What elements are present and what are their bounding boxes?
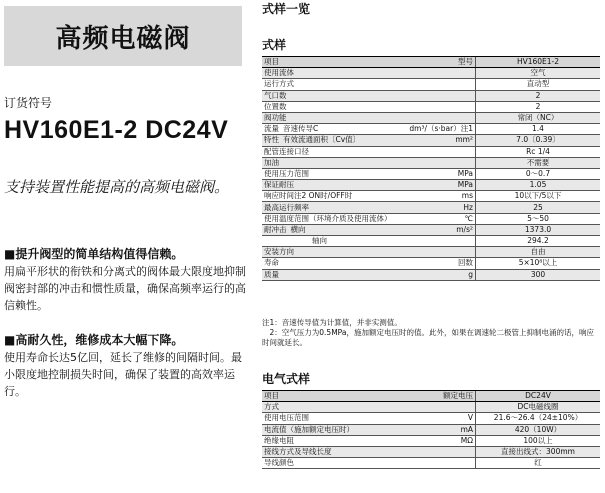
spec-value: 294.2 — [476, 236, 601, 247]
spec-header-row — [262, 57, 600, 68]
spec-row — [262, 224, 600, 235]
left-column — [0, 0, 250, 493]
spec-unit: dm³/（s·bar）注1 — [403, 124, 476, 135]
spec-row-label — [262, 236, 403, 247]
spec-value: 10以下/5以下 — [476, 191, 601, 202]
elec-label: 导线颜色 — [262, 458, 418, 469]
spec-unit: Hz — [403, 202, 476, 213]
spec-label: 耐冲击 — [264, 224, 287, 234]
spec-row — [262, 213, 600, 224]
note-1: 注1：音速传导值为计算值，并非实测值。 — [262, 318, 402, 327]
spec-row — [262, 146, 600, 157]
spec-row-label — [262, 247, 403, 258]
spec-unit — [403, 146, 476, 157]
spec-value: 1.4 — [476, 124, 601, 135]
spec-label: 寿命 — [264, 258, 279, 268]
elec-header-row — [262, 391, 600, 402]
feature-2 — [4, 332, 248, 400]
spec-row — [262, 135, 600, 146]
spec-label: 配管连接口径 — [264, 146, 309, 156]
spec-value: 1373.0 — [476, 224, 601, 235]
elec-row — [262, 402, 600, 413]
elec-value: DC电磁线圈 — [476, 402, 601, 413]
spec-unit: ms — [403, 191, 476, 202]
spec-row-label — [262, 202, 403, 213]
spec-section-title: 式样 — [262, 38, 287, 52]
spec-value: 常闭（NC） — [476, 112, 601, 123]
spec-sublabel: 音速传导C — [283, 124, 319, 134]
feature-1 — [4, 246, 248, 314]
elec-head-item: 项目 — [262, 391, 418, 402]
elec-head-value: DC24V — [476, 391, 601, 402]
elec-row — [262, 424, 600, 435]
spec-row — [262, 258, 600, 269]
elec-label: 使用电压范围 — [262, 413, 418, 424]
elec-unit: MΩ — [418, 435, 475, 446]
spec-unit — [403, 101, 476, 112]
spec-label: 质量 — [264, 269, 279, 279]
spec-row-label — [262, 269, 403, 280]
spec-row-label — [262, 157, 403, 168]
spec-row — [262, 112, 600, 123]
spec-row-label — [262, 224, 403, 235]
elec-unit: V — [418, 413, 475, 424]
feature-2-heading: ■高耐久性，维修成本大幅下降。 — [4, 333, 184, 347]
spec-sublabel: 轴向 — [312, 236, 327, 246]
spec-label: 气口数 — [264, 90, 287, 100]
spec-unit: MPa — [403, 168, 476, 179]
spec-row — [262, 202, 600, 213]
elec-row — [262, 413, 600, 424]
spec-unit: ℃ — [403, 213, 476, 224]
spec-unit: mm² — [403, 135, 476, 146]
elec-label: 绝缘电阻 — [262, 435, 418, 446]
elec-head-rated: 额定电压 — [418, 391, 475, 402]
spec-value: 300 — [476, 269, 601, 280]
elec-row — [262, 458, 600, 469]
elec-value: 红 — [476, 458, 601, 469]
spec-value: 自由 — [476, 247, 601, 258]
spec-value: 25 — [476, 202, 601, 213]
feature-2-body: 使用寿命长达5亿回，延长了维修的间隔时间。最小限度地控制损失时间，确保了装置的高效率运行。 — [4, 351, 242, 398]
order-code-label: 订货符号 — [4, 96, 53, 110]
elec-value: 21.6～26.4（24±10%） — [476, 413, 601, 424]
elec-unit — [418, 458, 475, 469]
elec-value: 420（10W） — [476, 424, 601, 435]
spec-row — [262, 269, 600, 280]
spec-row-label — [262, 191, 403, 202]
spec-value: 7.0〔0.39〕 — [476, 135, 601, 146]
spec-row-label — [262, 101, 403, 112]
spec-table — [262, 56, 600, 281]
spec-unit: g — [403, 269, 476, 280]
spec-unit — [403, 247, 476, 258]
spec-label: 使用压力范围 — [264, 168, 309, 178]
spec-row-label — [262, 213, 403, 224]
electrical-table — [262, 390, 600, 469]
feature-1-body: 用扁平形状的衔铁和分离式的阀体最大限度地抑制阀密封部的冲击和惯性质量，确保高频率运行的高信赖性。 — [4, 265, 246, 312]
elec-label: 电流值（施加额定电压时） — [262, 424, 418, 435]
spec-label: 阀功能 — [264, 113, 287, 123]
elec-unit — [418, 446, 475, 457]
spec-row-label — [262, 180, 403, 191]
spec-row — [262, 101, 600, 112]
spec-head-item: 项目 — [262, 57, 403, 68]
spec-row — [262, 124, 600, 135]
spec-row — [262, 247, 600, 258]
spec-row-label — [262, 79, 403, 90]
spec-sublabel: 横向 — [290, 224, 306, 234]
feature-1-heading: ■提升阀型的简单结构值得信赖。 — [4, 247, 184, 261]
spec-row-label — [262, 90, 403, 101]
spec-unit: 回数 — [403, 258, 476, 269]
spec-head-value: HV160E1-2 — [476, 57, 601, 68]
spec-row — [262, 79, 600, 90]
spec-unit — [403, 79, 476, 90]
spec-value: 直动型 — [476, 79, 601, 90]
spec-value: 5～50 — [476, 213, 601, 224]
note-2: 2：空气压力为0.5MPa，施加额定电压时的值。此外，如果在调速轮二极管上抑制电涌的话，响应时间就延长。 — [262, 328, 594, 347]
spec-value: 0～0.7 — [476, 168, 601, 179]
spec-label: 响应时间注2 ON时/OFF时 — [264, 191, 353, 201]
elec-row — [262, 435, 600, 446]
spec-row-label — [262, 112, 403, 123]
spec-label: 最高运行频率 — [264, 202, 309, 212]
spec-label: 运行方式 — [264, 79, 294, 89]
spec-row-label — [262, 146, 403, 157]
elec-unit — [418, 402, 475, 413]
spec-unit: m/s² — [403, 224, 476, 235]
elec-row — [262, 446, 600, 457]
spec-head-model: 型号 — [403, 57, 476, 68]
elec-unit: mA — [418, 424, 475, 435]
spec-unit — [403, 236, 476, 247]
spec-row — [262, 168, 600, 179]
electrical-section-title: 电气式样 — [262, 372, 311, 386]
product-title: 高频电磁阀 — [4, 6, 242, 66]
spec-notes — [262, 318, 600, 348]
spec-label: 位置数 — [264, 101, 287, 111]
spec-unit — [403, 90, 476, 101]
spec-row-label — [262, 168, 403, 179]
spec-list-heading: 式样一览 — [262, 2, 311, 16]
spec-value: 5×10⁸以上 — [476, 258, 601, 269]
spec-label: 保证耐压 — [264, 180, 294, 190]
spec-row-label — [262, 68, 403, 79]
spec-value: 1.05 — [476, 180, 601, 191]
spec-row — [262, 180, 600, 191]
spec-label: 使用温度范围（环境介质及使用流体） — [264, 213, 392, 223]
spec-label: 使用流体 — [264, 68, 294, 78]
spec-value: 2 — [476, 90, 601, 101]
spec-unit — [403, 157, 476, 168]
spec-row-label — [262, 124, 403, 135]
spec-value: 2 — [476, 101, 601, 112]
elec-label: 接线方式及导线长度 — [262, 446, 418, 457]
spec-row — [262, 157, 600, 168]
spec-label: 安装方向 — [264, 247, 294, 257]
spec-sublabel: 有效流通面积〔Cv值〕 — [283, 135, 361, 145]
spec-row — [262, 68, 600, 79]
spec-label: 特性 — [264, 135, 279, 145]
spec-label: 加油 — [264, 157, 279, 167]
spec-row — [262, 191, 600, 202]
spec-unit — [403, 68, 476, 79]
spec-unit: MPa — [403, 180, 476, 191]
spec-label: 流量 — [264, 124, 279, 134]
spec-row — [262, 90, 600, 101]
spec-value: 空气 — [476, 68, 601, 79]
spec-row-label — [262, 135, 403, 146]
elec-label: 方式 — [262, 402, 418, 413]
model-number: HV160E1-2 DC24V — [4, 116, 229, 144]
spec-value: Rc 1/4 — [476, 146, 601, 157]
tagline: 支持装置性能提高的高频电磁阀。 — [4, 178, 230, 196]
spec-row — [262, 236, 600, 247]
spec-unit — [403, 112, 476, 123]
spec-row-label — [262, 258, 403, 269]
elec-value: 直接出线式：300mm — [476, 446, 601, 457]
spec-value: 不需要 — [476, 157, 601, 168]
elec-value: 100以上 — [476, 435, 601, 446]
